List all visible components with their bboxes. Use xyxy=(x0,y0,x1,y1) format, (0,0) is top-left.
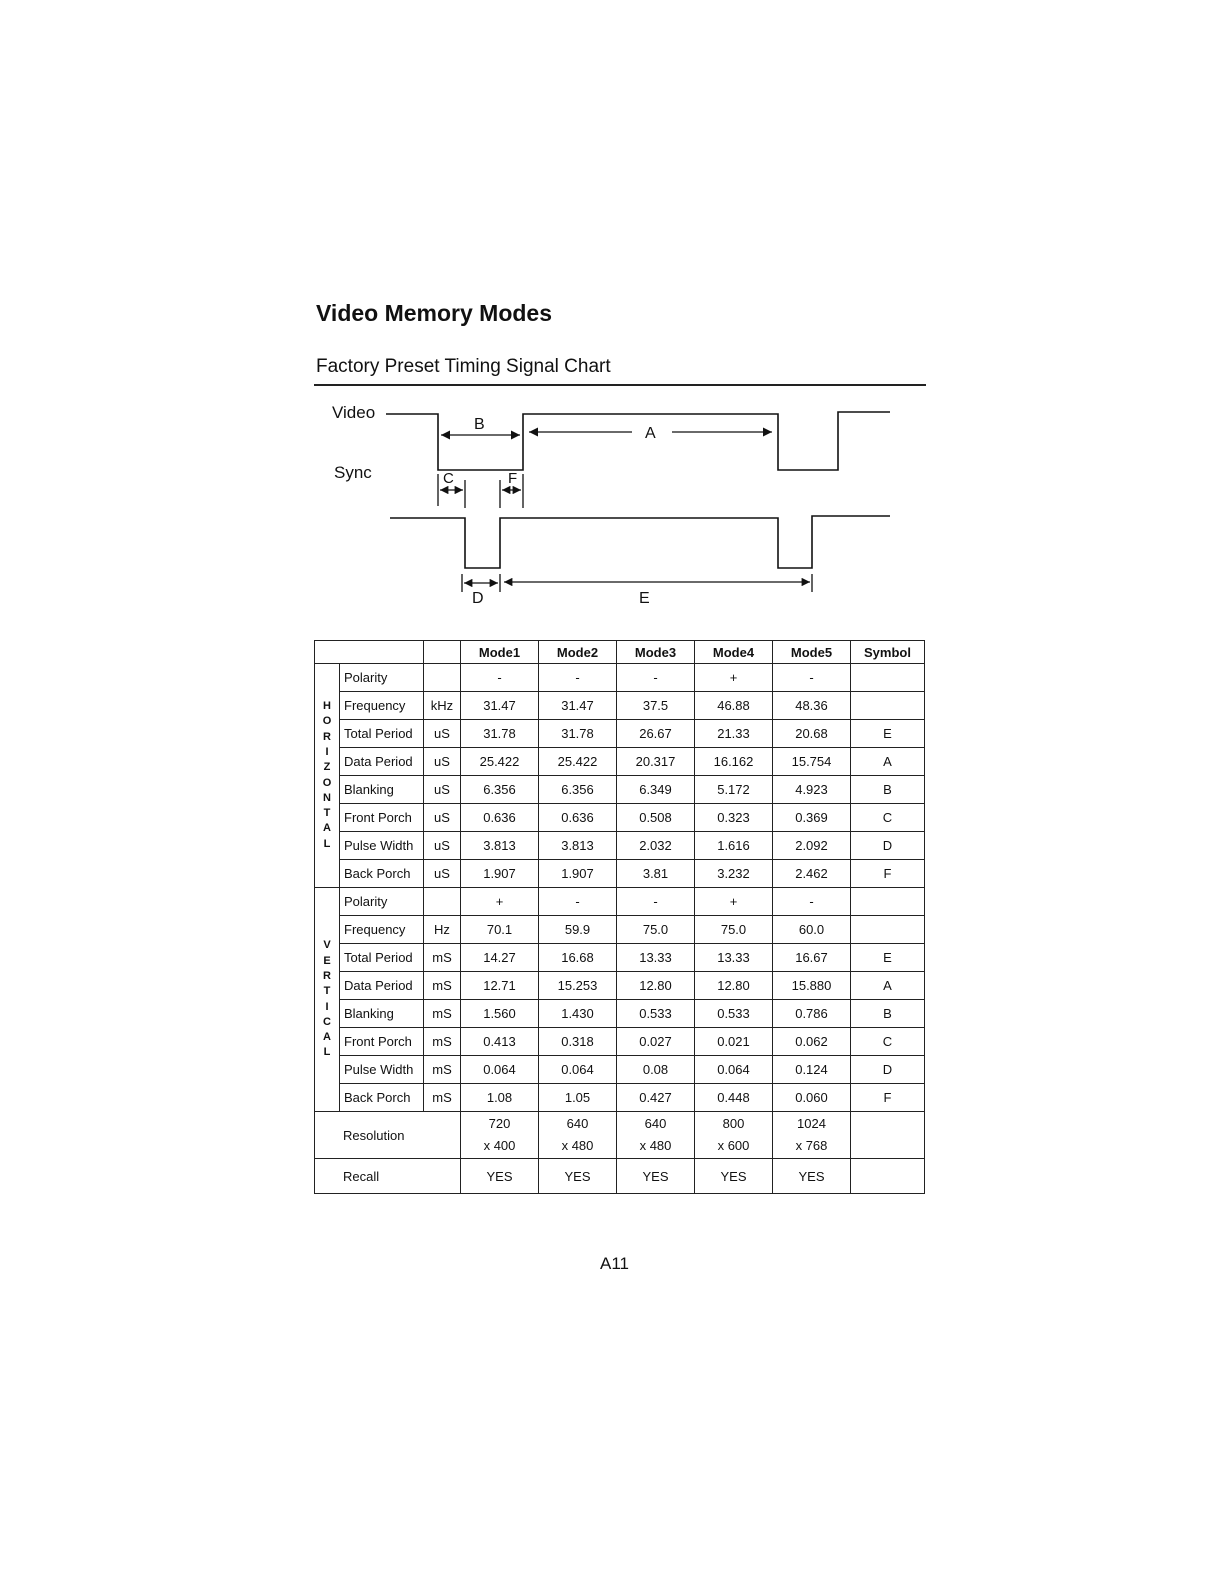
resolution-cell xyxy=(461,1112,539,1159)
value-cell: + xyxy=(461,888,539,916)
value-cell: - xyxy=(773,888,851,916)
group-letter: T xyxy=(323,807,331,820)
recall-cell: YES xyxy=(539,1159,617,1194)
value-cell: + xyxy=(695,664,773,692)
value-cell: 2.092 xyxy=(773,832,851,860)
parameter-name: Total Period xyxy=(340,720,424,748)
parameter-name: Data Period xyxy=(340,972,424,1000)
group-letter: R xyxy=(323,969,331,982)
value-cell: 0.636 xyxy=(539,804,617,832)
value-cell: 1.430 xyxy=(539,1000,617,1028)
recall-cell: YES xyxy=(695,1159,773,1194)
marker-c: C xyxy=(443,470,454,487)
parameter-name: Frequency xyxy=(340,916,424,944)
page-title: Video Memory Modes xyxy=(316,300,553,326)
value-cell: 0.323 xyxy=(695,804,773,832)
value-cell: 0.062 xyxy=(773,1028,851,1056)
symbol-cell: B xyxy=(851,776,925,804)
table-row xyxy=(315,972,925,1000)
table-row xyxy=(315,944,925,972)
value-cell: 12.80 xyxy=(617,972,695,1000)
resolution-label: Resolution xyxy=(315,1112,461,1159)
value-cell: 0.318 xyxy=(539,1028,617,1056)
value-cell: - xyxy=(773,664,851,692)
resolution-part: 800 xyxy=(722,1116,745,1131)
header-mode2: Mode2 xyxy=(539,641,617,664)
value-cell: 14.27 xyxy=(461,944,539,972)
recall-cell: YES xyxy=(773,1159,851,1194)
value-cell: 16.67 xyxy=(773,944,851,972)
unit-cell: mS xyxy=(424,1028,461,1056)
table-row xyxy=(315,1056,925,1084)
resolution-part: x 400 xyxy=(483,1138,516,1153)
unit-cell: mS xyxy=(424,1056,461,1084)
value-cell: 0.533 xyxy=(617,1000,695,1028)
value-cell: 0.021 xyxy=(695,1028,773,1056)
symbol-cell: F xyxy=(851,1084,925,1112)
group-letter: O xyxy=(322,776,332,789)
unit-cell: uS xyxy=(424,776,461,804)
group-letter: A xyxy=(323,822,331,835)
table-row xyxy=(315,664,925,692)
value-cell: 0.413 xyxy=(461,1028,539,1056)
value-cell: - xyxy=(461,664,539,692)
value-cell: 16.162 xyxy=(695,748,773,776)
value-cell: 6.349 xyxy=(617,776,695,804)
parameter-name: Data Period xyxy=(340,748,424,776)
value-cell: 12.80 xyxy=(695,972,773,1000)
group-letter: R xyxy=(323,730,331,743)
group-letter: I xyxy=(325,745,329,758)
group-letter: A xyxy=(323,1031,331,1044)
table-row xyxy=(315,804,925,832)
unit-cell: uS xyxy=(424,860,461,888)
value-cell: 48.36 xyxy=(773,692,851,720)
header-mode1: Mode1 xyxy=(461,641,539,664)
value-cell: 31.47 xyxy=(539,692,617,720)
table-row xyxy=(315,832,925,860)
resolution-cell xyxy=(617,1112,695,1159)
resolution-cell xyxy=(695,1112,773,1159)
value-cell: 0.064 xyxy=(695,1056,773,1084)
value-cell: - xyxy=(617,888,695,916)
parameter-name: Front Porch xyxy=(340,1028,424,1056)
parameter-name: Polarity xyxy=(340,888,424,916)
header-unit-blank xyxy=(424,641,461,664)
value-cell: 25.422 xyxy=(539,748,617,776)
value-cell: 1.907 xyxy=(539,860,617,888)
value-cell: 1.907 xyxy=(461,860,539,888)
group-letter: L xyxy=(323,1046,331,1059)
value-cell: 12.71 xyxy=(461,972,539,1000)
value-cell: 0.369 xyxy=(773,804,851,832)
table-row xyxy=(315,692,925,720)
group-letter: C xyxy=(323,1015,331,1028)
value-cell: 31.78 xyxy=(461,720,539,748)
resolution-part: 720 xyxy=(488,1116,511,1131)
value-cell: - xyxy=(617,664,695,692)
unit-cell xyxy=(424,664,461,692)
value-cell: 3.813 xyxy=(461,832,539,860)
group-letter: I xyxy=(325,1000,329,1013)
resolution-part: x 768 xyxy=(795,1138,828,1153)
symbol-cell: F xyxy=(851,860,925,888)
value-cell: 2.462 xyxy=(773,860,851,888)
parameter-name: Blanking xyxy=(340,1000,424,1028)
header-symbol: Symbol xyxy=(851,641,925,664)
value-cell: 0.427 xyxy=(617,1084,695,1112)
unit-cell: mS xyxy=(424,944,461,972)
resolution-part: x 480 xyxy=(561,1138,594,1153)
value-cell: 0.08 xyxy=(617,1056,695,1084)
value-cell: 0.448 xyxy=(695,1084,773,1112)
symbol-cell: C xyxy=(851,804,925,832)
symbol-cell xyxy=(851,1112,925,1159)
value-cell: 25.422 xyxy=(461,748,539,776)
value-cell: 0.533 xyxy=(695,1000,773,1028)
recall-cell: YES xyxy=(461,1159,539,1194)
marker-b: B xyxy=(474,416,485,433)
resolution-part: x 480 xyxy=(639,1138,672,1153)
value-cell: 0.064 xyxy=(539,1056,617,1084)
value-cell: 13.33 xyxy=(695,944,773,972)
value-cell: 15.253 xyxy=(539,972,617,1000)
table-row xyxy=(315,1000,925,1028)
symbol-cell: B xyxy=(851,1000,925,1028)
symbol-cell: E xyxy=(851,720,925,748)
value-cell: 0.060 xyxy=(773,1084,851,1112)
value-cell: 59.9 xyxy=(539,916,617,944)
marker-f: F xyxy=(508,470,518,487)
table-row xyxy=(315,860,925,888)
resolution-row xyxy=(315,1112,925,1159)
value-cell: 31.78 xyxy=(539,720,617,748)
unit-cell xyxy=(424,888,461,916)
unit-cell: uS xyxy=(424,832,461,860)
value-cell: 16.68 xyxy=(539,944,617,972)
group-letter: T xyxy=(323,985,331,998)
value-cell: 1.616 xyxy=(695,832,773,860)
recall-label: Recall xyxy=(315,1159,461,1194)
group-letter: L xyxy=(323,837,331,850)
value-cell: 31.47 xyxy=(461,692,539,720)
group-letter: E xyxy=(323,954,331,967)
parameter-name: Pulse Width xyxy=(340,832,424,860)
resolution-part: 1024 xyxy=(797,1116,826,1131)
value-cell: 0.064 xyxy=(461,1056,539,1084)
value-cell: 70.1 xyxy=(461,916,539,944)
value-cell: 15.754 xyxy=(773,748,851,776)
value-cell: 21.33 xyxy=(695,720,773,748)
value-cell: 3.232 xyxy=(695,860,773,888)
symbol-cell: D xyxy=(851,832,925,860)
resolution-part: x 600 xyxy=(717,1138,750,1153)
table-row xyxy=(315,1028,925,1056)
vertical-group-label xyxy=(315,888,340,1112)
group-letter: O xyxy=(322,715,332,728)
table-header-row xyxy=(315,641,925,664)
header-blank xyxy=(315,641,424,664)
group-letter: N xyxy=(323,791,331,804)
value-cell: 6.356 xyxy=(461,776,539,804)
value-cell: 0.636 xyxy=(461,804,539,832)
value-cell: 46.88 xyxy=(695,692,773,720)
value-cell: 6.356 xyxy=(539,776,617,804)
page-number: A11 xyxy=(600,1254,629,1273)
unit-cell: mS xyxy=(424,972,461,1000)
symbol-cell: A xyxy=(851,748,925,776)
timing-diagram xyxy=(0,0,1212,640)
sync-label: Sync xyxy=(334,463,372,482)
unit-cell: mS xyxy=(424,1084,461,1112)
value-cell: 4.923 xyxy=(773,776,851,804)
resolution-cell xyxy=(539,1112,617,1159)
group-letter: Z xyxy=(323,761,331,774)
marker-d: D xyxy=(472,590,484,607)
value-cell: 75.0 xyxy=(695,916,773,944)
header-mode4: Mode4 xyxy=(695,641,773,664)
horizontal-group-label xyxy=(315,664,340,888)
symbol-cell xyxy=(851,888,925,916)
parameter-name: Pulse Width xyxy=(340,1056,424,1084)
value-cell: + xyxy=(695,888,773,916)
parameter-name: Frequency xyxy=(340,692,424,720)
section-title: Factory Preset Timing Signal Chart xyxy=(316,356,611,377)
symbol-cell xyxy=(851,916,925,944)
table-row xyxy=(315,888,925,916)
value-cell: 37.5 xyxy=(617,692,695,720)
table-row xyxy=(315,1084,925,1112)
parameter-name: Polarity xyxy=(340,664,424,692)
value-cell: 15.880 xyxy=(773,972,851,1000)
value-cell: 13.33 xyxy=(617,944,695,972)
unit-cell: Hz xyxy=(424,916,461,944)
header-mode5: Mode5 xyxy=(773,641,851,664)
recall-cell: YES xyxy=(617,1159,695,1194)
parameter-name: Blanking xyxy=(340,776,424,804)
marker-a: A xyxy=(645,425,656,442)
value-cell: 20.317 xyxy=(617,748,695,776)
value-cell: 60.0 xyxy=(773,916,851,944)
unit-cell: kHz xyxy=(424,692,461,720)
parameter-name: Front Porch xyxy=(340,804,424,832)
value-cell: 75.0 xyxy=(617,916,695,944)
marker-e: E xyxy=(639,590,650,607)
recall-row xyxy=(315,1159,925,1194)
resolution-cell xyxy=(773,1112,851,1159)
unit-cell: uS xyxy=(424,804,461,832)
symbol-cell: E xyxy=(851,944,925,972)
table-row xyxy=(315,720,925,748)
value-cell: 3.81 xyxy=(617,860,695,888)
value-cell: 5.172 xyxy=(695,776,773,804)
value-cell: 2.032 xyxy=(617,832,695,860)
value-cell: 0.027 xyxy=(617,1028,695,1056)
value-cell: 1.05 xyxy=(539,1084,617,1112)
resolution-part: 640 xyxy=(644,1116,667,1131)
value-cell: - xyxy=(539,664,617,692)
parameter-name: Back Porch xyxy=(340,860,424,888)
unit-cell: uS xyxy=(424,748,461,776)
table-row xyxy=(315,748,925,776)
value-cell: 0.124 xyxy=(773,1056,851,1084)
unit-cell: mS xyxy=(424,1000,461,1028)
value-cell: - xyxy=(539,888,617,916)
symbol-cell: D xyxy=(851,1056,925,1084)
sync-waveform xyxy=(390,516,890,568)
value-cell: 1.08 xyxy=(461,1084,539,1112)
table-row xyxy=(315,776,925,804)
symbol-cell: C xyxy=(851,1028,925,1056)
symbol-cell xyxy=(851,692,925,720)
value-cell: 3.813 xyxy=(539,832,617,860)
symbol-cell: A xyxy=(851,972,925,1000)
value-cell: 1.560 xyxy=(461,1000,539,1028)
resolution-part: 640 xyxy=(566,1116,589,1131)
group-letter: V xyxy=(323,939,331,952)
parameter-name: Back Porch xyxy=(340,1084,424,1112)
video-label: Video xyxy=(332,403,376,422)
value-cell: 20.68 xyxy=(773,720,851,748)
value-cell: 0.786 xyxy=(773,1000,851,1028)
symbol-cell xyxy=(851,1159,925,1194)
group-letter: H xyxy=(323,700,331,713)
unit-cell: uS xyxy=(424,720,461,748)
table-row xyxy=(315,916,925,944)
symbol-cell xyxy=(851,664,925,692)
value-cell: 26.67 xyxy=(617,720,695,748)
video-waveform xyxy=(386,412,890,470)
timing-table xyxy=(314,640,925,1194)
header-mode3: Mode3 xyxy=(617,641,695,664)
parameter-name: Total Period xyxy=(340,944,424,972)
value-cell: 0.508 xyxy=(617,804,695,832)
